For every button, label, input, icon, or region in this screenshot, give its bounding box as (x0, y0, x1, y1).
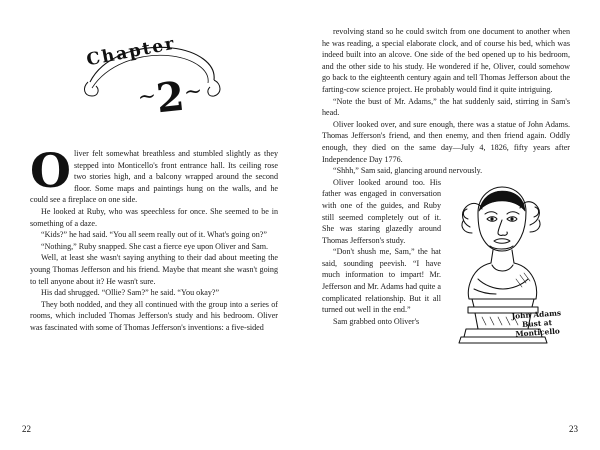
page-number-right: 23 (569, 424, 578, 434)
paragraph-text: liver felt somewhat breathless and stumbled slightly as they stepped into Monticello's front entrance hall. Its ceiling rose two stories high, and a balcony wrapped around the second floor. Some maps and paintings hung on the walls, and he could see a fireplace on one side. (30, 149, 278, 205)
chapter-heading (30, 26, 278, 144)
chapter-number-value: 2 (154, 72, 187, 123)
paragraph: “Shhh,” Sam said, glancing around nervously. (333, 166, 483, 176)
chapter-number-tilde-right: ~ (182, 78, 204, 106)
chapter-label: Chapter (84, 33, 178, 71)
paragraph: He looked at Ruby, who was speechless for once. She seemed to be in something of a daze. (30, 206, 278, 228)
paragraph (30, 144, 278, 206)
paragraph: Sam grabbed onto Oliver's (333, 316, 420, 326)
paragraph: They both nodded, and they all continued with the group into a series of rooms, which included Thomas Jefferson's study and his bedroom. Oliver was fascinated with some of Thomas Jefferson's inventions: a five-sided (30, 299, 278, 332)
paragraph: His dad shrugged. “Ollie? Sam?” he said. “You okay?” (41, 288, 220, 298)
paragraph: “Don't shush me, Sam,” the hat said, sounding peevish. “I have much information to impart! Mr. Jefferson and Mr. Adams had quite a complicated relationship. But it all turned out well in the end.” (322, 247, 441, 315)
paragraph: Well, at least she wasn't saying anything to their dad about meeting the young Thomas Jefferson and his friend. Maybe that meant she wasn't going to tell anyone about it? He wasn't sure. (30, 253, 278, 286)
paragraph: “Kids?” he had said. “You all seem really out of it. What's going on?” (41, 230, 267, 240)
drop-cap: O (30, 144, 71, 199)
paragraph: Oliver looked around too. His father was engaged in conversation with one of the guides, and Ruby still seemed completely out of it. She was staring glazedly around Thomas Jefferson's study. (322, 177, 441, 245)
paragraph: revolving stand so he could switch from one document to another when he was reading, a special elaborate clock, and of course his bed, which was indeed built into an alcove. One side of the bed opened up to his bedroom, and the other side to his study. He wondered if he, Oliver, could somehow go back to the eighteenth century again and tell Thomas Jefferson about the farting-cow science project. He probably would find it quite intriguing. (322, 27, 570, 94)
illustration-caption: John Adams Bust at Monticello (511, 308, 562, 339)
paragraph: Oliver looked over, and sure enough, there was a statue of John Adams. Thomas Jefferson's friend, and then enemy, and then friend again. Oddly enough, they died on the same day—July 4, 1826, fifty years after Independence Day 1776. (322, 119, 570, 164)
left-page-text-column (30, 144, 278, 334)
right-page (300, 0, 600, 450)
page-number-left: 22 (22, 424, 31, 434)
chapter-number-tilde-left: ~ (136, 83, 158, 111)
john-adams-bust-illustration (448, 179, 570, 347)
chapter-number (136, 71, 205, 125)
paragraph: “Nothing,” Ruby snapped. She cast a fierce eye upon Oliver and Sam. (41, 241, 269, 251)
paragraph: “Note the bust of Mr. Adams,” the hat suddenly said, stirring in Sam's head. (322, 96, 570, 118)
right-page-text-column (322, 26, 570, 339)
